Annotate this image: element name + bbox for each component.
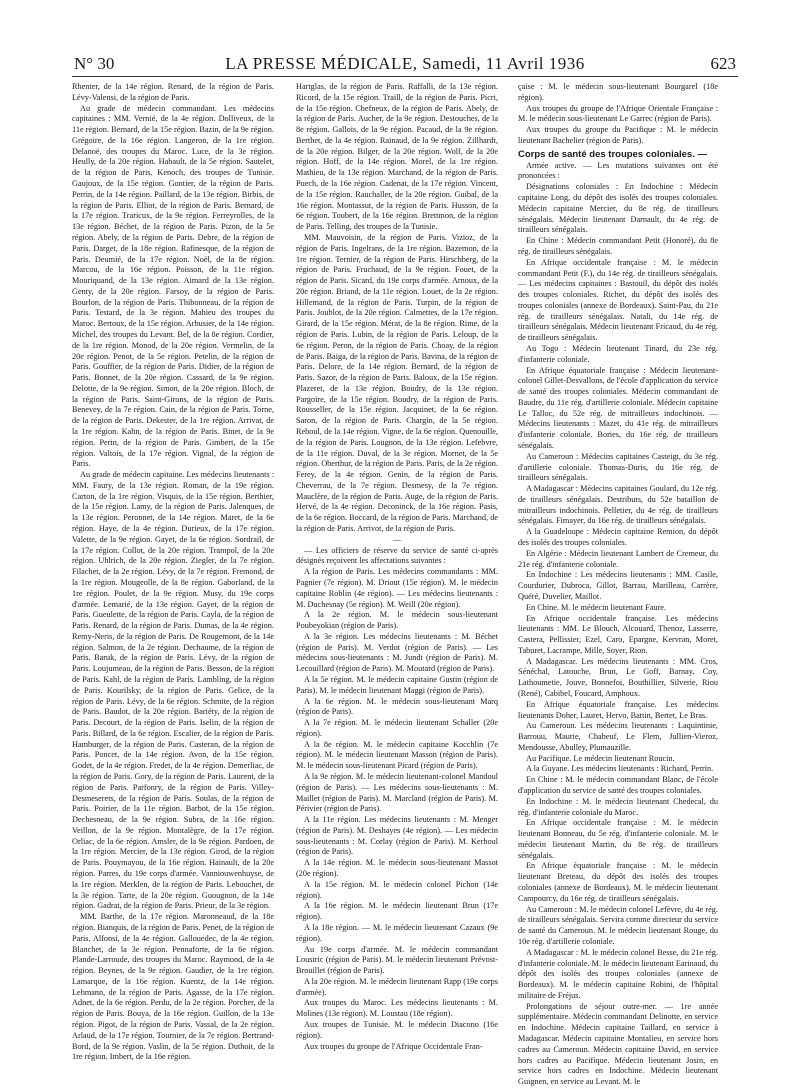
paragraph: MM. Mauvoisin, de la région de Paris. Vizioz, de la région de Paris. Ingelrans, de la 1re région. Bazemon, de la 1re région. Ternier, de la région de Paris. Hirschberg, de la région de Paris. Fruchaud, de la 9e région. Fouet, de la région de Paris. Sicard, du 19e corps d'armée. Arnoux, de la 20e région. Briand, de la 11e région. Louet, de la 2e région. Hillemand, de la région de Paris. Turpin, de la région de Paris. Joublot, de la 20e région. Calmettes, de la 17e région. Girard, de la 15e région. Mérat, de la 8e région. Rime, de la région de Paris. Lubin, de la région de Paris. Leloup, de la 6e région. Peron, de la région de Paris. Choay, de la région de Paris. Baiga, de la région de Paris. Bavina, de la région de Paris. Delore, de la 14e région. Bernard, de la région de Paris. Sazor, de la région de Paris. Baloux, de la 15e région. Plazeret, de la 13e région. Boudry, de la 13e région. Pargoire, de la 15e région. Boudry, de la région de Paris. Rousseller, de la 15e région. Jacquinet, de la 6e région. Saron, de la région de Paris. Chargin, de la 5e région. Reboul, de la 14e région. Vigne, de la 6e région. Quenouille, de la région de Paris. Lougnon, de la 13e région. Lefebvre, de la 11e région. Duval, de la 3e région. Mornet, de la 5e région. Oberthur, de la région de Paris. Paris, de la 2e région. Ferey, de la 4e région. Genin, de la région de Paris. Cheverrau, de la 7e région. Desmesy, de la 7e région. Mauclère, de la région de Paris. Auge, de la région de Paris. Hervé, de la 4e région. Deconinck, de la 16e région. Pasis, de la 6e région. Boccard, de la région de Paris. Marchand, de la région de Paris. Arrivot, de la région de Paris. bbox=[296, 232, 498, 534]
paragraph: A la Guyane. Les médecins lieutenants : Richard, Perrin. bbox=[526, 764, 714, 774]
paragraph: A la 8e région. M. le médecin capitaine Kocchlin (7e région). M. le médecin lieutenant Masson (région de Paris). M. le médecin sous-lieutenant Picard (région de Paris). bbox=[296, 739, 498, 771]
paragraph: A la 6e région. M. le médecin sous-lieutenant Marq (région de Paris). bbox=[296, 696, 498, 717]
paragraph: A la région de Paris. Les médecins commandants : MM. Pagnier (7e région). M. Driout (15e région). M. le médecin capitaine Roblin (4e région). — Les médecins lieutenants : M. Duchesnay (5e région). M. Weill (20e région). bbox=[296, 567, 498, 609]
paragraph: En Algérie : Médecin lieutenant Lambert de Cremeur, du 21e rég. d'infanterie coloniale. bbox=[518, 548, 718, 569]
paragraph: A la 18e région. — M. le médecin lieutenant Cazaux (9e région). bbox=[296, 922, 498, 943]
paragraph: Au Cameroun. Les médecins lieutenants : Laquintinie, Barrouu, Maurie, Chabeuf, Le Flem, Jullien-Vieroz, Mendousse, Abulley, Plumauzille. bbox=[518, 721, 718, 752]
issue-number: N° 30 bbox=[74, 54, 115, 73]
paragraph: Désignations coloniales : En Indochine : Médecin capitaine Long, du dépôt des isolés des troupes coloniales. Médecin capitaine Mercier, du 8e rég. de tirailleurs sénégalais. Médecin lieutenant Darnault, du 4e rég. de tirailleurs sénégalais. bbox=[518, 182, 718, 235]
paragraph: A la 9e région. M. le médecin lieutenant-colonel Mandoul (région de Paris). — Les médecins sous-lieutenants : M. Maillet (région de Paris). M. Marcland (région de Paris). M. Périvier (région de Paris). bbox=[296, 772, 498, 814]
paragraph: En Chine : M. le médecin commandant Blanc, de l'école d'application du service de santé des troupes coloniales. bbox=[518, 775, 718, 795]
paragraph: En Chine. M. le médecin lieutenant Faure. bbox=[526, 602, 666, 612]
column-2 bbox=[296, 82, 498, 1072]
paragraph: Au Cameroun : M. le médecin colonel Lefèvre, du 4e rég. de tirailleurs sénégalais. Servira comme directeur du service de santé du Cameroun. M. le médecin lieutenant Rouge, du 10e rég. d'artillerie coloniale. bbox=[518, 904, 718, 946]
paragraph: En Afrique occidentale française : M. le médecin commandant Petit (F.), du 14e rég. de tirailleurs sénégalais. — Les médecins capitaines : Bastouil, du dépôt des isolés des troupes coloniales. Richet, du dépôt des isolés des troupes coloniales (annexe de Bordeaux). Saint-Pau, du 21e rég. de tirailleurs sénégalais. Natali, du 14e rég. de tirailleurs sénégalais. Médecin lieutenant Fricaud, du 4e rég. de tirailleurs sénégalais. bbox=[518, 257, 718, 343]
paragraph: A la 11e région. Les médecins lieutenants : M. Menger (région de Paris). M. Deshayes (4e région). — Les médecin sous-lieutenants : M. Corlay (région de Paris). M. Kerhoul (région de Paris). bbox=[296, 815, 498, 857]
paragraph: A la 15e région. M. le médecin colonel Pichon (14e région). bbox=[296, 879, 498, 900]
paragraph: Au Togo : Médecin lieutenant Tinard, du 23e rég. d'infanterie coloniale. bbox=[518, 343, 718, 364]
paragraph: A Madagascar : Médecins capitaines Goulard, du 12e rég. de tirailleurs sénégalais. Destributs, du 52e bataillon de mitrailleurs indochinois. Pelletier, du 4e rég. de tirailleurs sénégalais. Fimayer, du 16e rég. de tirailleurs sénégalais. bbox=[518, 484, 718, 526]
header-rule bbox=[72, 76, 738, 77]
paragraph: A Madagascar. Les médecins lieutenants : MM. Cros, Sénéchal, Latouche, Brun, Le Goff, Barnay, Coy, Lathoumetie, Jouve, Bonnefoi, Bouthillier, Silverie, Riou (René), Cabibel, Foucard, Amphoux. bbox=[518, 656, 718, 698]
paragraph: A la 16e région. M. le médecin lieutenant Brun (17e région). bbox=[296, 901, 498, 922]
paragraph: En Afrique équatoriale française : Médecin lieutenant-colonel Gillet-Desvallons, de l'école d'application du service de santé des troupes coloniales. Médecin commandant de Baudre, du 11e rég. d'artillerie coloniale. Médecin capitaine Le Talloc, du 52e rég. de mitrailleurs indochinois. — Médecins lieutenants : Mazet, du 41e rég. de mitrailleurs d'infanterie coloniale. Bories, du 16e rég. de tirailleurs sénégalais. bbox=[518, 365, 718, 450]
paragraph: A la 20e région. M. le médecin lieutenant Rapp (19e corps d'armée). bbox=[296, 976, 498, 997]
paragraph: A la 14e région. M. le médecin sous-lieutenant Massot (20e région). bbox=[296, 858, 498, 879]
paragraph: — Les officiers de réserve du service de santé ci-après désignés reçoivent les affectations suivantes : bbox=[296, 545, 498, 566]
paragraph: Prolongations de séjour outre-mer. — 1re année supplémentaire. Médecin commandant Delinotte, en service en Indochine. Médecin capitaine Taillard, en service à Madagascar. Médecin capitaine Montalieu, en service hors cadres au Cameroun. Médecin capitaine David, en service hors cadres au Pacifique. Médecin lieutenant Josin, en service hors cadres en Indochine. Médecin lieutenant Guignen, en service au Levant. M. le bbox=[518, 1001, 718, 1087]
paragraph: A la 2e région. M. le médecin sous-lieutenant Poubeyokian (région de Paris). bbox=[296, 610, 498, 631]
paragraph: Aux troupes du Maroc. Les médecins lieutenants : M. Molines (13e région). M. Loustau (18e région). bbox=[296, 998, 498, 1019]
section-heading: Corps de santé des troupes coloniales. — bbox=[518, 148, 707, 160]
paragraph: Au 19e corps d'armée. M. le médecin commandant Loustric (région de Paris). M. le médecin lieutenant Prévost-Brouillet (région de Paris). bbox=[296, 944, 498, 976]
paragraph: Au grade de médecin capitaine. Les médecins lieutenants : MM. Faury, de la 13e région. Roman, de la 19e région. Carton, de la 1re région. Visquis, de la 15e région. Berthier, de la 15e région. Lamy, de la région de Paris. Jalenques, de la 13e région. Peronnet, de la 14e région. Maret, de la 6e région. Haye, de la 4e région. Durieux, de la 17e région. Valette, de la 9e région. Gayet, de la 6e région. Sordrail, de la 17e région. Collot, de la 20e région. Trampol, de la 20e région. Uhlrich, de la 20e région. Ziegler, de la 7e région. Filachet, de la 2e région. Lévy, de la 7e région. Fremond, de la 1re région. Mougeolle, de la 8e région. Gaborland, de la 1re région. Poulet, de la 9e région. Musy, du 19e corps d'armée. Lemarié, de la 13e région. Gayet, de la région de Paris. Gueulette, de la région de Paris. Cayla, de la région de Paris. Renard, de la région de Paris. Dumas, de la 4e région. Remy-Neris, de la région de Paris. De Rougemont, de la 14e région. Salmon, de la 2e région. Dechaume, de la région de Paris. Baruk, de la région de Paris. Lévy, de la région de Paris. Loujumeau, de la région de Paris. Besson, de la région de Paris. Kahl, de la région de Paris. Lambling, de la région de Paris. Kourilsky, de la région de Paris. Gelice, de la région de Paris. Lévy, de la 6e région. Schmite, de la région de Paris. Baudot, de la 20e région. Bariéty, de la région de Paris. Decourt, de la région de Paris. Iselin, de la région de Paris. Billard, de la 6e région. Escalier, de la région de Paris. Hamburger, de la région de Paris. Casteran, de la région de Paris. Poncet, de la 14e région. Avon, de la 15e région. Godet, de la 4e région. Fredet, de la 4e région. Demerliac, de la région de Paris. Gory, de la région de Paris. Laurent, de la région de Paris. Parfonry, de la région de Paris. Villey-Desmeserets, de la région de Paris. Soulas, de la région de Paris. Poirier, de la 11e région. Barbot, de la 15e région. Dechesneau, de la 9e région. Subra, de la 16e région. Veillon, de la 9e région. Montalègre, de la 17e région. Orliac, de la 6e région. Amsler, de la 9e région. Pardoen, de la 1re région. Mercier, de la 13e région. Girod, de la région de Paris. Pouymayou, de la 16e région. Hainault, de la 20e région. Parres, du 19e corps d'armée. Vanniouwenhuyse, de la 1re région. Merklen, de la région de Paris. Lebouchet, de la 3e région. Tarte, de la 20e région. Guougnon, de la 14e région. Gadrat, de la région de Paris. Prieur, de la 3e région. bbox=[72, 470, 274, 911]
paragraph: Au grade de médecin commandant. Les médecins capitaines : MM. Vernié, de la 4e région. Dolliveux, de la 11e région. Bernard, de la 15e région. Bazin, de la 9e région. Grégoire, de la 16e région. Langeron, de la 1re région. Delanoë, des troupes du Maroc. Luce, de la 3e région. Heully, de la 20e région. Habault, de la 5e région. Sautelet, de la région de Paris. Kenoch, des troupes de Tunisie. Gaujoux, de la 15e région. Gontier, de la région de Paris. Perrin, de la 14e région. Paillard, de la 13e région. Birbis, de la région de Paris. Elliot, de la région de Paris. Bernard, de la 17e région. Traricux, de la 9e région. Ferreyrolles, de la 13e région. Béchet, de la région de Paris. Pizon, de la 5e région. Abely, de la région de Paris. Debre, de la région de Paris. Darget, de la 18e région. Rafinesque, de la région de Paris. Deumié, de la 17e région. Noël, de la 8e région. Marcou, de la 16e région. Poisson, de la 11e région. Mouriquand, de la 13e région. Aimard de la 13e région. Genty, de la 20e région. Farsoy, de la région de Paris. Bourlon, de la région de Paris. Thibonneau, de la région de Paris. Testard, de la 3e région. Mahieu des troupes du Maroc. Bertoux, de la 15e région. Arbusier, de la 14e région. Michel, des troupes du Levant. Bel, de la 8e région. Cordier, de la 1re région. Monod, de la 20e région. Vermelin, de la 20e région. Penot, de la 5e région. Petelin, de la région de Paris. Gouffier, de la région de Paris. Didier, de la région de Paris. Bonnet, de la 20e région. Cassard, de la 9e région. Delotte, de la 9e région. Simon, de la 20e région. Bloch, de la région de Paris. Saint-Girons, de la région de Paris. Benevey, de la 7e région. Cain, de la région de Paris. Torne, de la région de Paris. Dekester, de la 1re région. Arrivat, de la 1re région. Kahn, de la région de Paris. Binet, de la 9e région. Perin, de la région de Paris. Gimbert, de la 15e région. Valtois, de la 17e région. Vignal, de la région de Paris. bbox=[72, 103, 274, 469]
paragraph: Aux troupes du groupe de l'Afrique Orientale Française : M. le médecin sous-lieutenant Le Garrec (région de Paris). bbox=[518, 103, 718, 124]
paragraph: Au Pacifique. Le médecin lieutenant Roucin. bbox=[526, 753, 675, 763]
paragraph: Aux troupes du groupe de l'Afrique Occidentale Fran- bbox=[304, 1041, 483, 1051]
page-number: 623 bbox=[710, 54, 736, 73]
paragraph: Hartglas, de la région de Paris. Raffalli, de la 13e région. Ricord, de la 15e région. Traill, de la région de Paris. Picri, de la 15e région. Chefneux, de la région de Paris. Abely, de la région de Paris. Aucher, de la 9e région. Destouches, de la 8e région. Gallois, de la 9e région. Pacaud, de la 9e région. Berthet, de la 4e région. Rainaud, de la 9e région. Zillhardt, de la 20e région. Bilger, de la 20e région. Wolf, de la 20e région. Hoff, de la 14e région. Morel, de la 1re région. Mathieu, de la 13e région. Marchand, de la région de Paris. Puech, de la 16e région. Cadenat, de la 17e région. Vincent, de la 15e région. Rauchaller, de la 20e région. Guibal, de la 16e région. Montassut, de la région de Paris. Husson, de la 6e région. Toubert, de la 16e région. Brettmon, de la région de Paris. Telling, des troupes de la Tunisie. bbox=[296, 82, 498, 232]
paragraph: A Madagascar : M. le médecin colonel Besse, du 21e rég. d'infanterie coloniale. M. le médecin lieutenant Earinaud, du dépôt des isolés des troupes coloniales (annexe de Bordeaux). M. le médecin capitaine Robini, de l'hôpital militaire de Fréjus. bbox=[518, 947, 718, 1000]
paragraph: En Indochine : M. le médecin lieutenant Chedecal, du rég. d'infanterie coloniale du Maroc. bbox=[518, 796, 718, 817]
paragraph: En Afrique équatoriale française. Les médecins lieutenants Doher, Lauret, Hervo, Battin, Bertet, Le Bras. bbox=[518, 699, 718, 720]
paragraph: En Chine : Médecin commandant Petit (Honoré), du 8e rég. de tirailleurs sénégalais. bbox=[518, 236, 718, 256]
paragraph: En Indochine : Les médecins lieutenants : MM. Casile, Courdurier, Dubroca, Gillot, Barrau, Marilleau, Carrère, Quéré, Duvelier, Maillot. bbox=[518, 570, 718, 601]
separator: — bbox=[392, 534, 402, 544]
paragraph: Aux troupes du groupe du Pacifique : M. le médecin lieutenant Bachelier (région de Paris). bbox=[518, 125, 718, 145]
paragraph: A la 3e région. Les médecins lieutenants : M. Béchet (région de Paris). M. Verdot (région de Paris). — Les médecins sous-lieutenants : M. Jundt (région de Paris). M. Lecouillard (région de Paris). M. Moutard (région de Paris). bbox=[296, 631, 498, 674]
column-1 bbox=[72, 82, 274, 1072]
column-3 bbox=[518, 82, 718, 1087]
journal-title: LA PRESSE MÉDICALE, Samedi, 11 Avril 1936 bbox=[225, 54, 585, 73]
paragraph: MM. Barthe, de la 17e région. Maronneaud, de la 18e région. Bianquis, de la région de Paris. Penet, de la région de Paris. Alfonsi, de la 4e région. Gallouedec, de la 4e région. Blanchet, de la 3e région. Pennaforte, de la 6e région. Plande-Larroude, des troupes du Maroc. Raymond, de la 4e région. Beynes, de la 9e région. Gaudier, de la 1re région. Lamarque, de la 16e région. Kuentz, de la 14e région. Lehmann, de la région de Paris. Agasse, de la 17e région. Adnet, de la 6e région. Perdu, de la 2e région. Porcher, de la région de Paris. Bouya, de la 16e région. Guillon, de la 13e région. Pigot, de la région de Paris. Vassal, de la 2e région. Arlaud, de la 17e région. Tournier, de la 7e région. Bertrand-Bord, de la 9e région. Vaslin, de la 5e région. Duthoit, de la 1re région. Imbert, de la 16e région. bbox=[72, 912, 274, 1062]
paragraph: A la 5e région. M. le médecin capitaine Gustin (région de Paris). M. le médecin lieutenant Maggi (région de Paris). bbox=[296, 674, 498, 695]
paragraph: En Afrique occidentale française. Les médecins lieutenants : MM. Le Blouch, Alcouard, Thenoz, Lasserre, Castera, Pellissier, Ezel, Caro, Epargne, Kervran, Moret, Taburet, Lacrampe, Mille, Soyer, Rion. bbox=[518, 613, 718, 655]
paragraph: çaise : M. le médecin sous-lieutenant Bourgarel (18e région). bbox=[518, 82, 718, 102]
paragraph: En Afrique occidentale française : M. le médecin lieutenant Bonneau, du 5e rég. d'infanterie coloniale. M. le médecin lieutenant Martin, du 8e rég. de tirailleurs sénégalais. bbox=[518, 818, 718, 860]
paragraph: Au Cameroun : Médecins capitaines Casteigt, du 3e rég. d'artillerie coloniale. Thomas-Duris, du 16e rég. de tirailleurs sénégalais. bbox=[518, 451, 718, 483]
paragraph: A la Guadeloupe : Médecin capitaine Remion, du dépôt des isolés des troupes coloniales. bbox=[518, 527, 718, 548]
paragraph: Aux troupes de Tunisie. M. le médecin Diacono (16e région). bbox=[296, 1019, 498, 1040]
paragraph: Armée active. — Les mutations suivantes ont été prononcées : bbox=[518, 160, 718, 181]
paragraph: En Afrique équatoriale française : M. le médecin lieutenant Breteau, du dépôt des isolés des troupes coloniales (annexe de Bordeaux). M. le médecin lieutenant Campourcy, du 16e rég. de tirailleurs sénégalais. bbox=[518, 861, 718, 903]
paragraph: Rhenter, de la 14e région. Renard, de la région de Paris. Lévy-Valensi, de la région de Paris. bbox=[72, 82, 274, 102]
paragraph: A la 7e région. M. le médecin lieutenant Schaller (20e région). bbox=[296, 718, 498, 738]
